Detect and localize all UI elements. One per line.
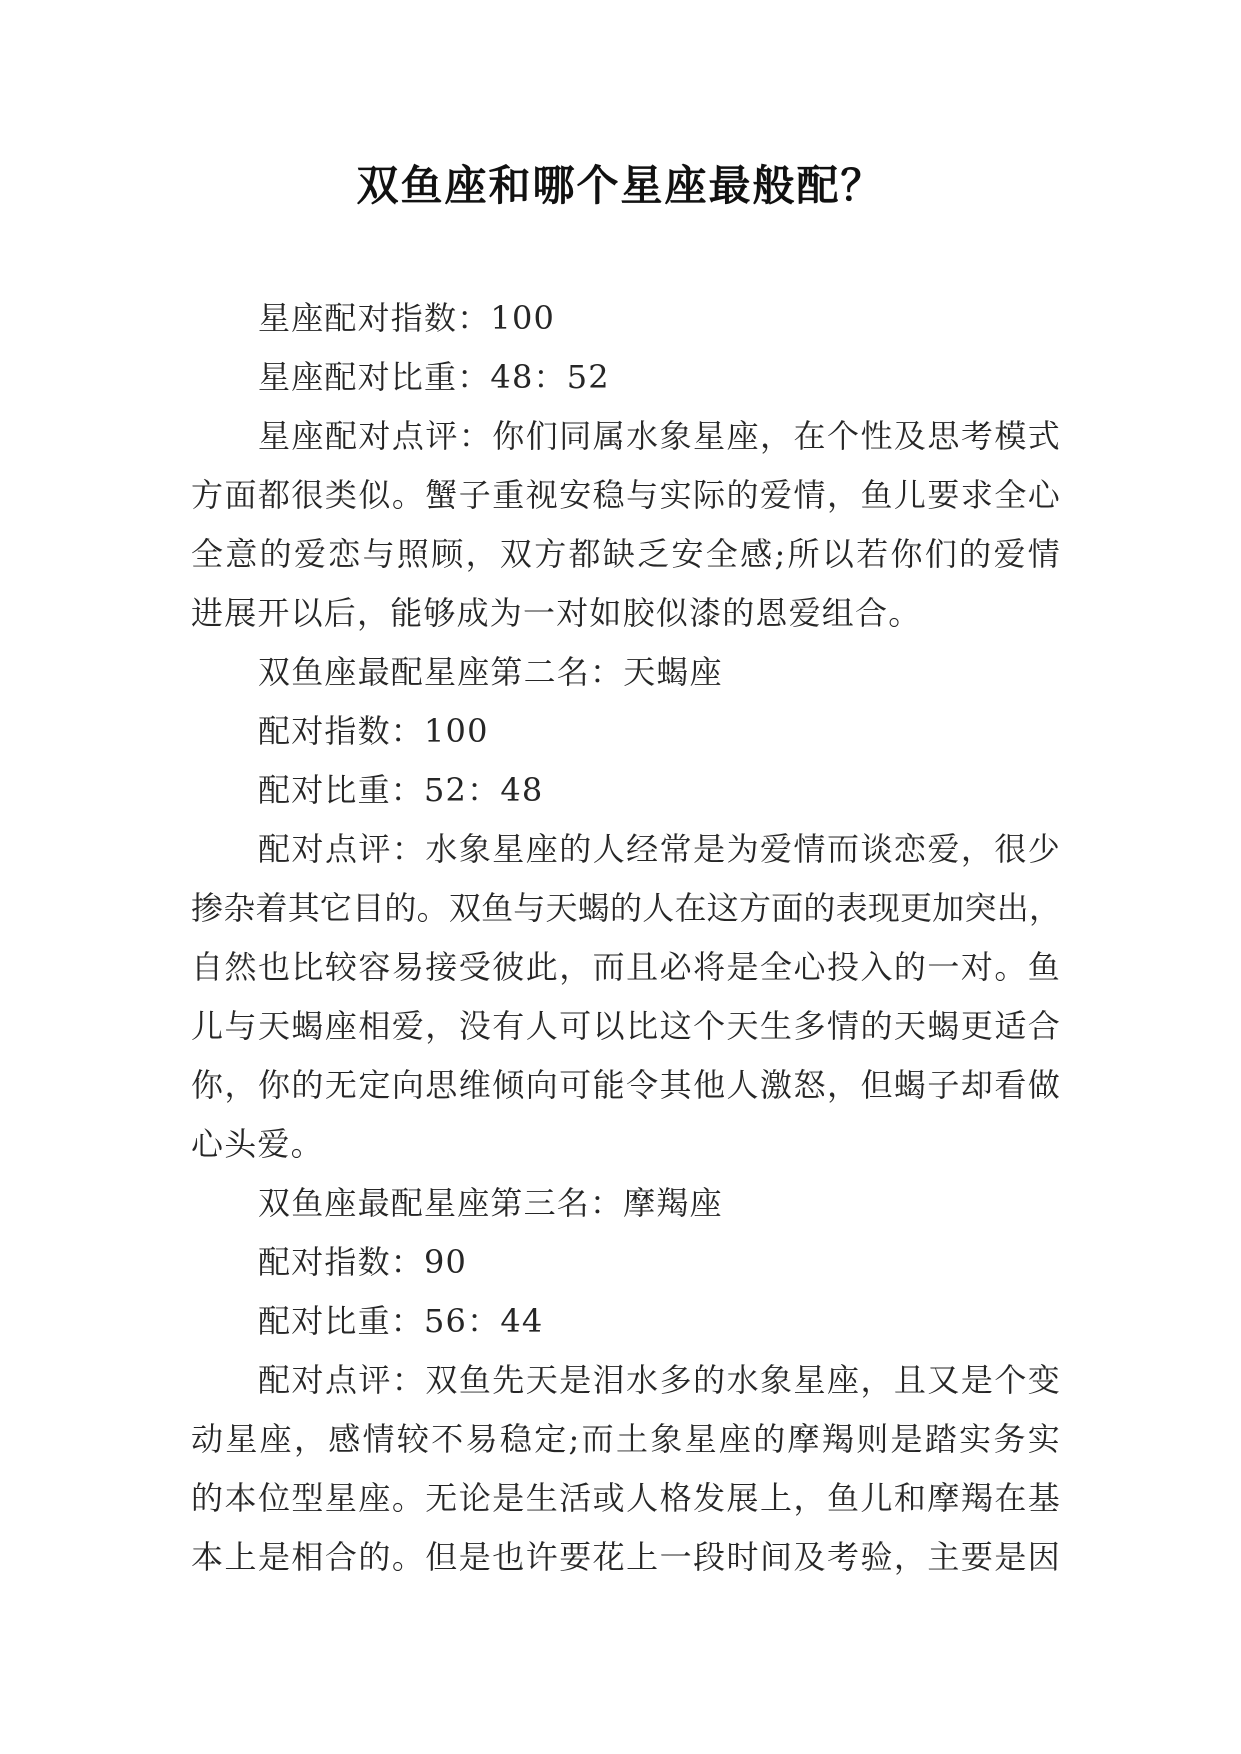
text-line: 的本位型星座。无论是生活或人格发展上，鱼儿和摩羯在基 bbox=[191, 1479, 1061, 1517]
paragraph-match-index-2 bbox=[191, 702, 1061, 761]
paragraph-match-index-1 bbox=[191, 289, 1061, 348]
text-line: 双鱼座最配星座第三名：摩羯座 bbox=[258, 1184, 723, 1222]
text-line: 配对比重：52：48 bbox=[258, 771, 544, 809]
paragraph-match-index-3 bbox=[191, 1233, 1061, 1292]
text-line: 进展开以后，能够成为一对如胶似漆的恩爱组合。 bbox=[191, 594, 922, 632]
document-body bbox=[191, 289, 1061, 1587]
paragraph-match-ratio-3 bbox=[191, 1292, 1061, 1351]
paragraph-match-ratio-2 bbox=[191, 761, 1061, 820]
text-line: 配对点评：水象星座的人经常是为爱情而谈恋爱，很少 bbox=[258, 830, 1061, 868]
text-line: 你，你的无定向思维倾向可能令其他人激怒，但蝎子却看做 bbox=[191, 1066, 1061, 1104]
text-line: 配对点评：双鱼先天是泪水多的水象星座，且又是个变 bbox=[258, 1361, 1061, 1399]
paragraph-match-ratio-1 bbox=[191, 348, 1061, 407]
text-line: 掺杂着其它目的。双鱼与天蝎的人在这方面的表现更加突出， bbox=[191, 889, 1061, 927]
text-line: 星座配对指数：100 bbox=[258, 299, 556, 337]
text-line: 方面都很类似。蟹子重视安稳与实际的爱情，鱼儿要求全心 bbox=[191, 476, 1061, 514]
text-line: 配对比重：56：44 bbox=[258, 1302, 544, 1340]
paragraph-third-match-heading bbox=[191, 1174, 1061, 1233]
text-line: 自然也比较容易接受彼此，而且必将是全心投入的一对。鱼 bbox=[191, 948, 1061, 986]
paragraph-match-review-3 bbox=[191, 1351, 1061, 1587]
paragraph-match-review-2 bbox=[191, 820, 1061, 1174]
text-line: 星座配对比重：48：52 bbox=[258, 358, 610, 396]
text-line: 配对指数：100 bbox=[258, 712, 489, 750]
page-title: 双鱼座和哪个星座最般配？ bbox=[356, 161, 885, 210]
text-line: 心头爱。 bbox=[191, 1125, 324, 1163]
text-line: 全意的爱恋与照顾，双方都缺乏安全感;所以若你们的爱情 bbox=[191, 535, 1061, 573]
text-line: 本上是相合的。但是也许要花上一段时间及考验，主要是因 bbox=[191, 1538, 1061, 1576]
paragraph-second-match-heading bbox=[191, 643, 1061, 702]
text-line: 儿与天蝎座相爱，没有人可以比这个天生多情的天蝎更适合 bbox=[191, 1007, 1061, 1045]
text-line: 配对指数：90 bbox=[258, 1243, 468, 1281]
paragraph-match-review-1 bbox=[191, 407, 1061, 643]
text-line: 双鱼座最配星座第二名：天蝎座 bbox=[258, 653, 723, 691]
text-line: 星座配对点评：你们同属水象星座，在个性及思考模式 bbox=[258, 417, 1061, 455]
text-line: 动星座，感情较不易稳定;而土象星座的摩羯则是踏实务实 bbox=[191, 1420, 1061, 1458]
